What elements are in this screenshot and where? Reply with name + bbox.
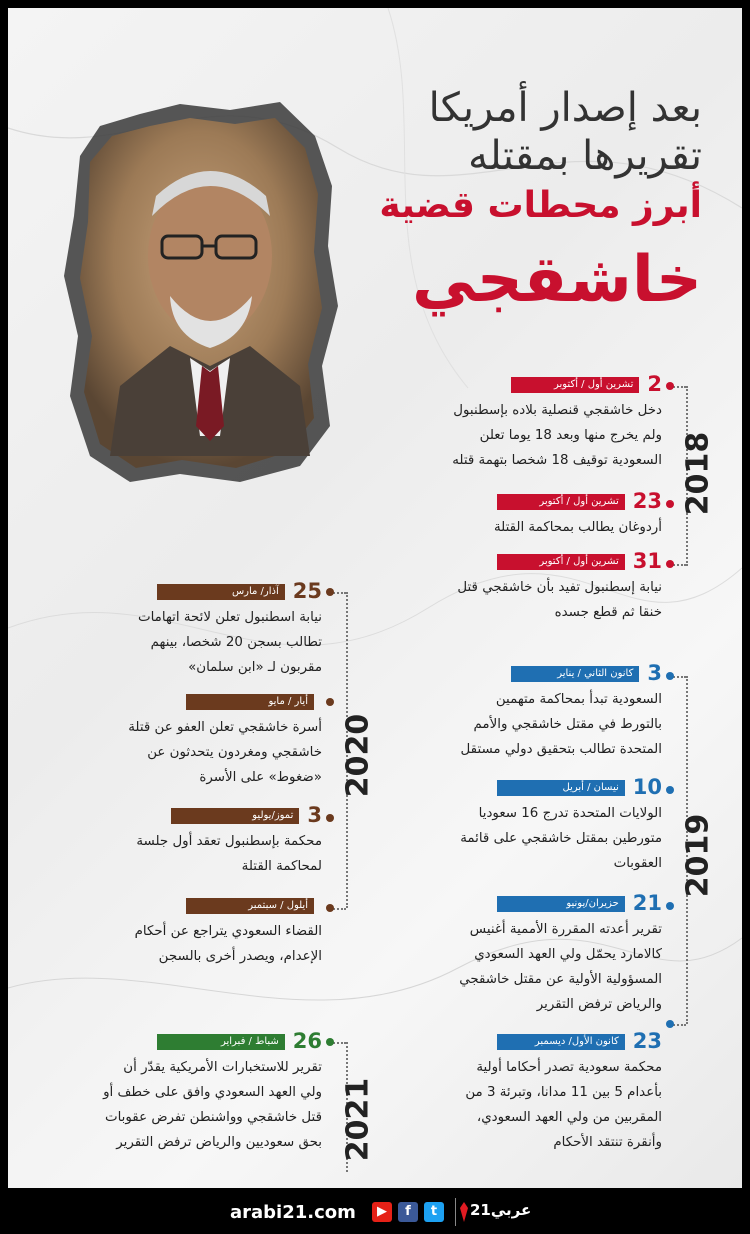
event-text: أردوغان يطالب بمحاكمة القتلة (493, 520, 662, 535)
event-day: 31 (632, 549, 662, 573)
timeline-dot (326, 698, 334, 706)
infographic (8, 8, 742, 1188)
event-month-bar: نيسان / أبريل (497, 780, 625, 796)
event-month-bar: كانون الثاني / يناير (511, 666, 639, 682)
year-2019: 2019 (680, 813, 716, 898)
event-text: القضاء السعودي يتراجع عن أحكام الإعدام، ويصدر أخرى بالسجن (134, 924, 322, 964)
timeline-dot (326, 588, 334, 596)
twitter-icon[interactable]: t (424, 1202, 444, 1222)
event-month-bar: آذار/ مارس (157, 584, 285, 600)
timeline-dot (666, 902, 674, 910)
event-day: 23 (632, 1029, 662, 1053)
event-month-bar: أيلول / سبتمبر (186, 898, 314, 914)
event-text: تقرير للاستخبارات الأمريكية يقدّر أن ولي العهد السعودي وافق على خطف أو قتل خاشقجي وواشنطن تفرض عقوبات بحق سعوديين والرياض ترفض التقرير (103, 1060, 322, 1150)
khashoggi-portrait (60, 96, 340, 486)
event-2018-oct-31 (400, 549, 662, 625)
year-2021: 2021 (340, 1077, 376, 1162)
event-text: الولايات المتحدة تدرج 16 سعوديا متورطين بمقتل خاشقجي على قائمة العقوبات (460, 806, 662, 871)
event-month-bar: أيار / مايو (186, 694, 314, 710)
event-day: 2 (647, 372, 662, 396)
title-line-1: بعد إصدار أمريكا (428, 85, 702, 131)
timeline-dot (666, 560, 674, 568)
timeline-dot (326, 814, 334, 822)
event-month-bar: تموز/يوليو (171, 808, 299, 824)
event-2021-feb-26 (50, 1029, 322, 1155)
event-2018-oct-2 (400, 372, 662, 473)
year-2020: 2020 (340, 713, 376, 798)
event-month-bar: شباط / فبراير (157, 1034, 285, 1050)
youtube-icon[interactable]: ▶ (372, 1202, 392, 1222)
event-month-bar: تشرين أول / أكتوبر (497, 494, 625, 510)
brand-logo: عربي21 (470, 1201, 532, 1219)
title-line-4: خاشقجي (411, 243, 702, 317)
event-month-bar: تشرين أول / أكتوبر (497, 554, 625, 570)
title-line-2: تقريرها بمقتله (468, 133, 702, 179)
event-text: تقرير أعدته المقررة الأممية أغنيس كالامارد يحمّل ولي العهد السعودي المسؤولية الأولية عن مقتل خاشقجي والرياض ترفض التقرير (459, 922, 662, 1012)
event-day: 3 (647, 661, 662, 685)
event-day: 21 (632, 891, 662, 915)
brand-logo-mark (460, 1202, 468, 1222)
year-2018: 2018 (680, 431, 716, 516)
timeline-dot (666, 500, 674, 508)
event-2020-jul-3 (50, 803, 322, 879)
site-link[interactable]: arabi21.com (230, 1202, 356, 1223)
timeline-dot (666, 1020, 674, 1028)
event-2020-sep (50, 896, 322, 969)
event-2020-may (50, 692, 322, 790)
event-month-bar: تشرين أول / أكتوبر (511, 377, 639, 393)
timeline-dot (666, 786, 674, 794)
event-2019-dec-23 (400, 1029, 662, 1155)
event-2019-jan-3 (400, 661, 662, 762)
event-text: دخل خاشقجي قنصلية بلاده بإسطنبول ولم يخرج منها وبعد 18 يوما تعلن السعودية توقيف 18 شخصا بتهمة قتله (452, 403, 662, 468)
event-month-bar: كانون الأول/ ديسمبر (497, 1034, 625, 1050)
event-day: 3 (307, 803, 322, 827)
event-day: 10 (632, 775, 662, 799)
event-2020-mar-25 (50, 579, 322, 680)
event-month-bar: حزيران/يونيو (497, 896, 625, 912)
footer (0, 1188, 750, 1234)
event-text: السعودية تبدأ بمحاكمة متهمين بالتورط في مقتل خاشقجي والأمم المتحدة تطالب بتحقيق دولي مستقل (460, 692, 662, 757)
event-2018-oct-23 (400, 489, 662, 540)
title-line-3: أبرز محطات قضية (379, 185, 702, 226)
event-text: نيابة اسطنبول تعلن لائحة اتهامات تطالب بسجن 20 شخصا، بينهم مقربون لـ «ابن سلمان» (138, 610, 322, 675)
timeline-dot (666, 382, 674, 390)
event-text: محكمة سعودية تصدر أحكاما أولية بأعدام 5 بين 11 مدانا، وتبرئة 3 من المقربين من ولي العهد السعودي، وأنقرة تنتقد الأحكام (465, 1060, 662, 1150)
timeline-dot (666, 672, 674, 680)
title-block (428, 85, 702, 131)
facebook-icon[interactable]: f (398, 1202, 418, 1222)
timeline-dot (326, 1038, 334, 1046)
event-text: أسرة خاشقجي تعلن العفو عن قتلة خاشقجي ومغردون يتحدثون عن «ضغوط» على الأسرة (128, 720, 322, 785)
event-text: نيابة إسطنبول تفيد بأن خاشقجي قتل خنقا ثم قطع جسده (457, 580, 662, 620)
event-2019-apr-10 (400, 775, 662, 876)
event-text: محكمة بإسطنبول تعقد أول جلسة لمحاكمة القتلة (136, 834, 322, 874)
event-day: 23 (632, 489, 662, 513)
event-2019-jun-21 (400, 891, 662, 1017)
event-day: 26 (292, 1029, 322, 1053)
event-day: 25 (292, 579, 322, 603)
divider (455, 1198, 456, 1226)
timeline-dot (326, 904, 334, 912)
